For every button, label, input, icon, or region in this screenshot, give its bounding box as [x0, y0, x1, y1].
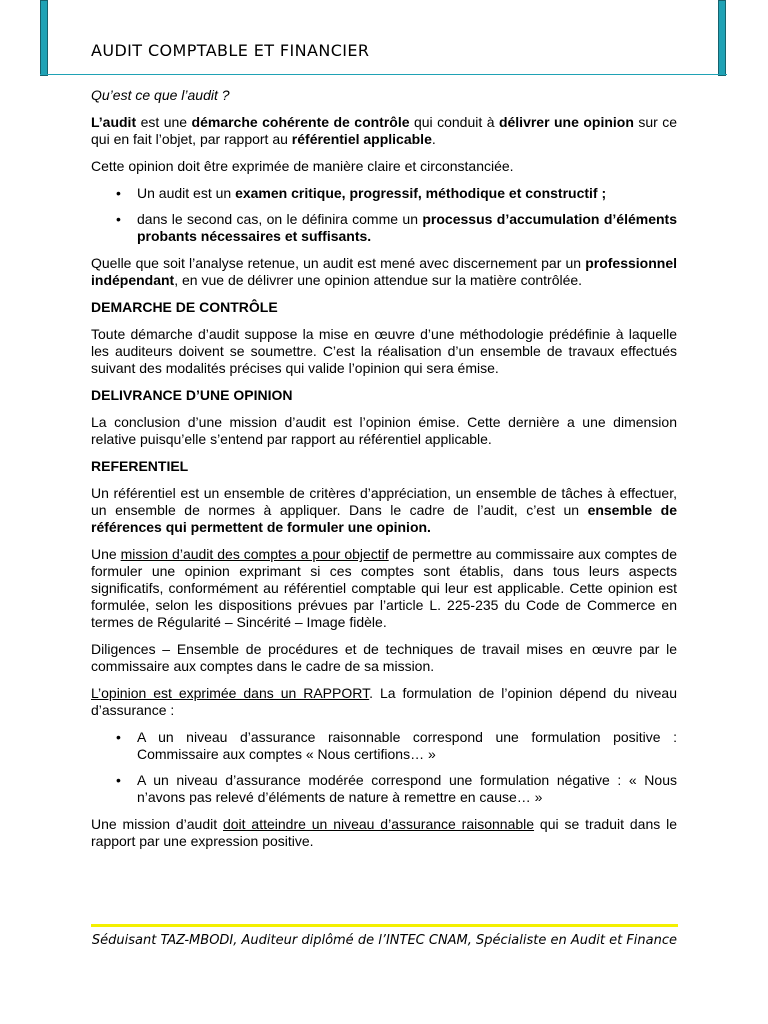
text-run: Un référentiel est un ensemble de critères d’appréciation, un ensemble de tâches à effectuer, un ensemble de normes à appliquer. Dans le cadre de l’audit, c’est un	[91, 485, 677, 518]
bold-term: L’audit	[91, 114, 137, 130]
bold-term: professionnel indépendant	[91, 255, 677, 288]
paragraph-professional	[91, 255, 677, 289]
paragraph-definition	[91, 114, 677, 148]
underlined-term: doit atteindre un niveau d’assurance raisonnable	[222, 816, 535, 832]
bold-term: référentiel applicable	[291, 131, 432, 147]
underlined-term: mission d’audit des comptes a pour objectif	[120, 546, 389, 562]
text-run: Une mission d’audit	[91, 816, 223, 832]
heading-demarche: DEMARCHE DE CONTRÔLE	[91, 299, 278, 315]
document-body	[91, 87, 677, 860]
paragraph-delivrance: La conclusion d’une mission d’audit est l’opinion émise. Cette dernière a une dimension relative puisqu’elle s’entend par rapport au référentiel applicable.	[91, 414, 677, 447]
paragraph-rapport	[91, 685, 677, 719]
text-run: . La formulation de l’opinion dépend du niveau d’assurance :	[91, 685, 677, 718]
paragraph-opinion: Cette opinion doit être exprimée de manière claire et circonstanciée.	[91, 158, 514, 174]
text-run: est une	[136, 114, 192, 130]
text-run: .	[431, 131, 436, 147]
bold-term: processus d’accumulation d’éléments probants nécessaires et suffisants.	[137, 211, 677, 244]
text-run: sur ce qui en fait l’objet, par rapport au	[91, 114, 678, 147]
text-run: de permettre au commissaire aux comptes de formuler une opinion exprimant si ces comptes sont établis, dans tous leurs aspects significatifs, conformément au référentiel comptable qui leur est applicable. Cette opinion est formulée, selon les dispositions prévues par l’article L. 225-235 du Code de Commerce en termes de Régularité – Sincérité – Image fidèle.	[91, 546, 677, 630]
underlined-term: L’opinion est exprimée dans un RAPPORT	[91, 685, 370, 701]
bold-term: délivrer une opinion	[498, 114, 634, 130]
text-run: , en vue de délivrer une opinion attendue sur la matière contrôlée.	[174, 272, 583, 288]
heading-referentiel: REFERENTIEL	[91, 458, 189, 474]
paragraph-demarche: Toute démarche d’audit suppose la mise en œuvre d’une méthodologie prédéfinie à laquelle les auditeurs doivent se soumettre. C’est la réalisation d’un ensemble de travaux effectués suivant des modalités précises qui valide l’opinion qui sera émise.	[91, 326, 677, 376]
page-header-title: AUDIT COMPTABLE ET FINANCIER	[91, 41, 370, 60]
bullet-list-assurance	[91, 729, 677, 806]
header-accent-bar-left	[40, 0, 48, 76]
text-run: qui se traduit dans le rapport par une expression positive.	[91, 816, 677, 849]
text-run: Un audit est un	[137, 185, 236, 201]
text-run: qui conduit à	[409, 114, 499, 130]
paragraph-diligences: Diligences – Ensemble de procédures et de techniques de travail mises en œuvre par le commissaire aux comptes dans le cadre de sa mission.	[91, 641, 677, 674]
header-divider	[40, 74, 727, 75]
text-run: Une	[91, 546, 121, 562]
list-item: • A un niveau d’assurance modérée correspond une formulation négative : « Nous n’avons pas relevé d’éléments de nature à remettre en cause… »	[91, 772, 677, 806]
paragraph-mission	[91, 546, 677, 631]
bold-term: démarche cohérente de contrôle	[191, 114, 410, 130]
list-item: • A un niveau d’assurance raisonnable correspond une formulation positive : Commissaire aux comptes « Nous certifions… »	[91, 729, 677, 763]
bold-term: examen critique, progressif, méthodique et constructif ;	[235, 185, 607, 201]
text-run: Quelle que soit l’analyse retenue, un audit est mené avec discernement par un	[91, 255, 586, 271]
intro-question: Qu’est ce que l’audit ?	[91, 87, 230, 103]
list-item	[91, 211, 677, 245]
bold-term: ensemble de références qui permettent de formuler une opinion.	[91, 502, 677, 535]
footer-author: Séduisant TAZ-MBODI, Auditeur diplômé de l’INTEC CNAM, Spécialiste en Audit et Finance	[91, 933, 677, 948]
heading-delivrance: DELIVRANCE D’UNE OPINION	[91, 387, 293, 403]
footer-divider	[91, 924, 678, 927]
bullet-list-definitions	[91, 185, 677, 245]
header-accent-bar-right	[718, 0, 726, 76]
text-run: dans le second cas, on le définira comme un	[137, 211, 423, 227]
paragraph-conclusion	[91, 816, 677, 850]
paragraph-referentiel	[91, 485, 677, 536]
list-item	[91, 185, 677, 202]
